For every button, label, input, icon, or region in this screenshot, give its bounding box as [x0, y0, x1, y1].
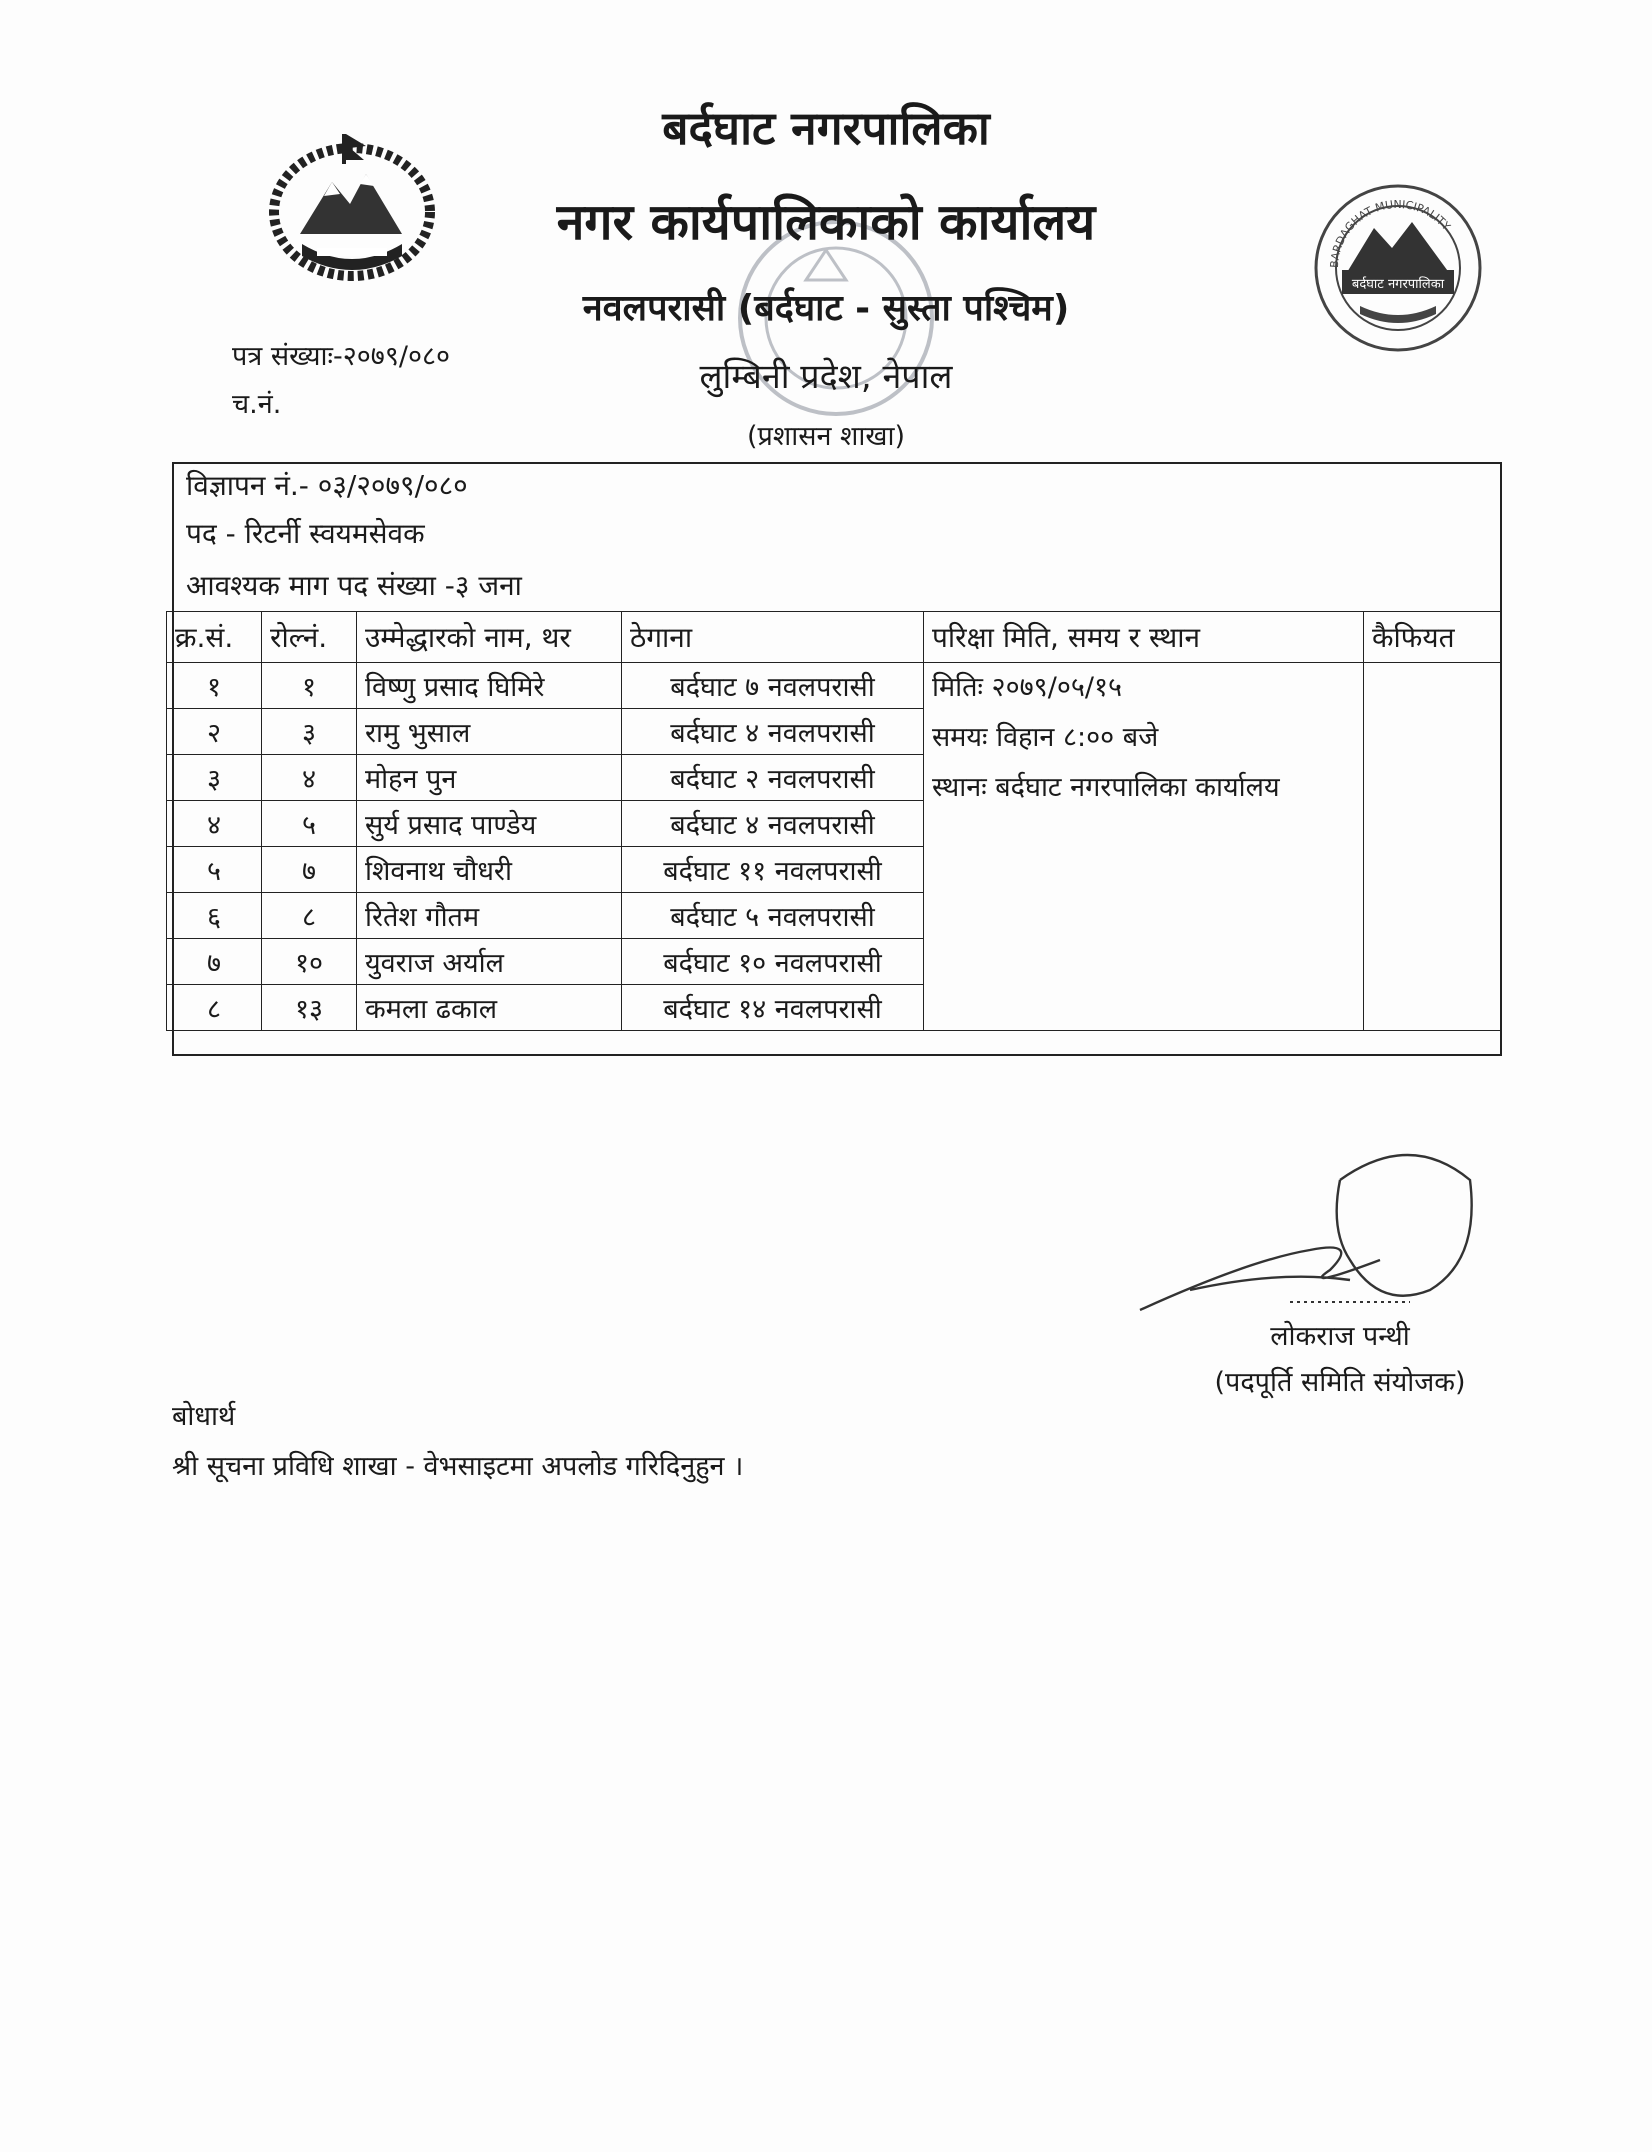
signer-name: लोकराज पन्थी — [1270, 1321, 1410, 1352]
signer-title: (पदपूर्ति समिति संयोजक) — [1214, 1367, 1466, 1398]
logo-label: बर्दघाट नगरपालिका — [1351, 277, 1445, 292]
cell-sn: ६ — [167, 893, 262, 939]
cell-name: कमला ढकाल — [357, 985, 622, 1031]
cell-name: रामु भुसाल — [357, 709, 622, 755]
cc-label: बोधार्थ — [172, 1401, 236, 1432]
header-roll: रोल्नं. — [262, 612, 357, 663]
cell-address: बर्दघाट ५ नवलपरासी — [622, 893, 924, 939]
header-remarks: कैफियत — [1364, 612, 1501, 663]
header-address: ठेगाना — [622, 612, 924, 663]
cell-sn: ५ — [167, 847, 262, 893]
advertisement-number: विज्ञापन नं.- ०३/२०७९/०८० — [186, 469, 468, 502]
reference-number: पत्र संख्याः-२०७९/०८० — [232, 341, 451, 372]
cell-name: विष्णु प्रसाद घिमिरे — [357, 663, 622, 709]
cell-sn: ४ — [167, 801, 262, 847]
required-positions: आवश्यक माग पद संख्या -३ जना — [186, 569, 522, 602]
cell-name: सुर्य प्रसाद पाण्डेय — [357, 801, 622, 847]
cell-sn: ८ — [167, 985, 262, 1031]
cell-sn: १ — [167, 663, 262, 709]
exam-details — [924, 663, 1364, 1031]
cell-sn: ७ — [167, 939, 262, 985]
municipality-name: बर्दघाट नगरपालिका — [662, 101, 990, 155]
cell-address: बर्दघाट ७ नवलपरासी — [622, 663, 924, 709]
cell-sn: २ — [167, 709, 262, 755]
cell-roll: १३ — [262, 985, 357, 1031]
section-line: (प्रशासन शाखा) — [746, 421, 906, 452]
cell-name: युवराज अर्याल — [357, 939, 622, 985]
cell-roll: १० — [262, 939, 357, 985]
header-sn: क्र.सं. — [167, 612, 262, 663]
cell-sn: ३ — [167, 755, 262, 801]
signature-mark — [1130, 1140, 1490, 1320]
exam-time: समयः विहान ८:०० बजे — [932, 722, 1159, 753]
post-name: पद - रिटर्नी स्वयमसेवक — [186, 517, 425, 550]
logo-ring-text: BARDAGHAT MUNICIPALITY — [1327, 197, 1453, 269]
header-name: उम्मेद्धारको नाम, थर — [357, 612, 622, 663]
office-name: नगर कार्यपालिकाको कार्यालय — [556, 193, 1096, 251]
cell-address: बर्दघाट ११ नवलपरासी — [622, 847, 924, 893]
cell-roll: ७ — [262, 847, 357, 893]
cell-address: बर्दघाट १० नवलपरासी — [622, 939, 924, 985]
exam-date: मितिः २०७९/०५/१५ — [932, 672, 1123, 703]
district-line: नवलपरासी (बर्दघाट - सुस्ता पश्चिम) — [582, 288, 1070, 329]
province-line: लुम्बिनी प्रदेश, नेपाल — [699, 357, 953, 397]
table-header-row — [167, 612, 1501, 663]
cell-roll: ४ — [262, 755, 357, 801]
exam-venue: स्थानः बर्दघाट नगरपालिका कार्यालय — [932, 772, 1280, 803]
remarks-cell — [1364, 663, 1501, 1031]
cell-name: मोहन पुन — [357, 755, 622, 801]
cell-roll: ३ — [262, 709, 357, 755]
cell-name: शिवनाथ चौधरी — [357, 847, 622, 893]
cell-roll: १ — [262, 663, 357, 709]
cell-roll: ८ — [262, 893, 357, 939]
cell-address: बर्दघाट ४ नवलपरासी — [622, 709, 924, 755]
cell-roll: ५ — [262, 801, 357, 847]
header-exam: परिक्षा मिति, समय र स्थान — [924, 612, 1364, 663]
cell-address: बर्दघाट १४ नवलपरासी — [622, 985, 924, 1031]
cell-address: बर्दघाट २ नवलपरासी — [622, 755, 924, 801]
table-row — [167, 663, 1501, 709]
candidate-table — [166, 611, 1501, 1031]
cc-text: श्री सूचना प्रविधि शाखा - वेभसाइटमा अपलोड गरिदिनुहुन । — [172, 1451, 744, 1482]
dispatch-number: च.नं. — [232, 389, 282, 420]
cell-address: बर्दघाट ४ नवलपरासी — [622, 801, 924, 847]
cell-name: रितेश गौतम — [357, 893, 622, 939]
